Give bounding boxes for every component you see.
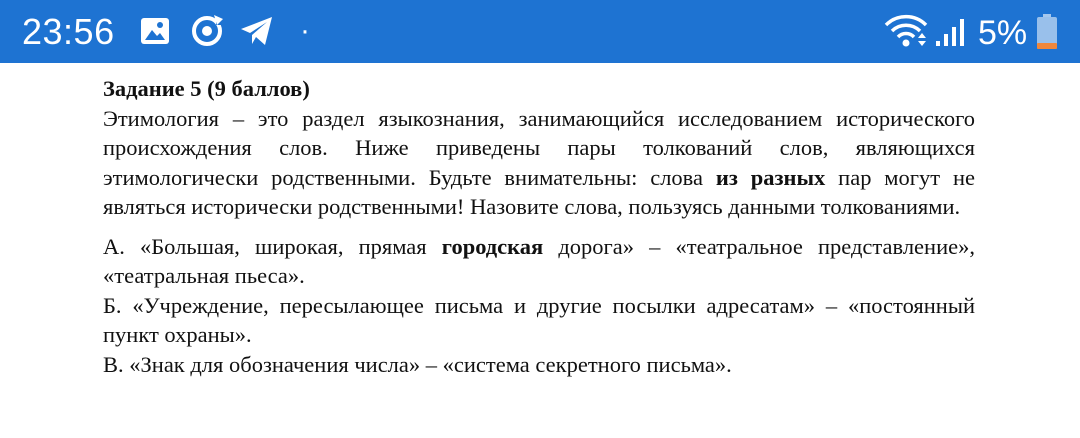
status-bar	[0, 0, 1080, 63]
item-a-text-2: дорога» – «театральное представление», «театральная пьеса».	[103, 233, 975, 288]
task-intro	[103, 104, 975, 222]
item-b: Б. «Учреждение, пересылающее письма и другие посылки адресатам» – «постоянный пункт охраны».	[103, 292, 975, 347]
intro-bold: из разных	[715, 164, 826, 190]
item-a	[103, 232, 975, 291]
document-page	[0, 63, 1080, 438]
intro-text-2: пар могут не являться исторически родственными! Назовите слова, пользуясь данными толкованиями.	[103, 164, 975, 219]
task-items	[103, 232, 975, 380]
task-content	[103, 74, 975, 379]
task-title: Задание 5 (9 баллов)	[103, 76, 310, 101]
gallery-icon	[139, 15, 171, 52]
signal-icon	[934, 17, 966, 52]
item-c: В. «Знак для обозначения числа» – «система секретного письма».	[103, 351, 732, 377]
telegram-icon	[240, 16, 274, 51]
intro-text-1: Этимология – это раздел языкознания, занимающийся исследованием исторического происхождения слов. Ниже приведены пары толкований слов, являющихся этимологически родственными. Будьте внимательны: слова	[103, 105, 975, 190]
item-a-text-1: А. «Большая, широкая, прямая	[103, 233, 442, 259]
battery-percent: 5%	[978, 14, 1028, 52]
clock: 23:56	[22, 11, 115, 52]
battery-icon	[1036, 14, 1058, 55]
wifi-icon	[884, 14, 928, 53]
sync-icon	[190, 13, 224, 54]
notification-dot: ·	[300, 14, 310, 47]
item-a-bold: городская	[441, 233, 544, 259]
